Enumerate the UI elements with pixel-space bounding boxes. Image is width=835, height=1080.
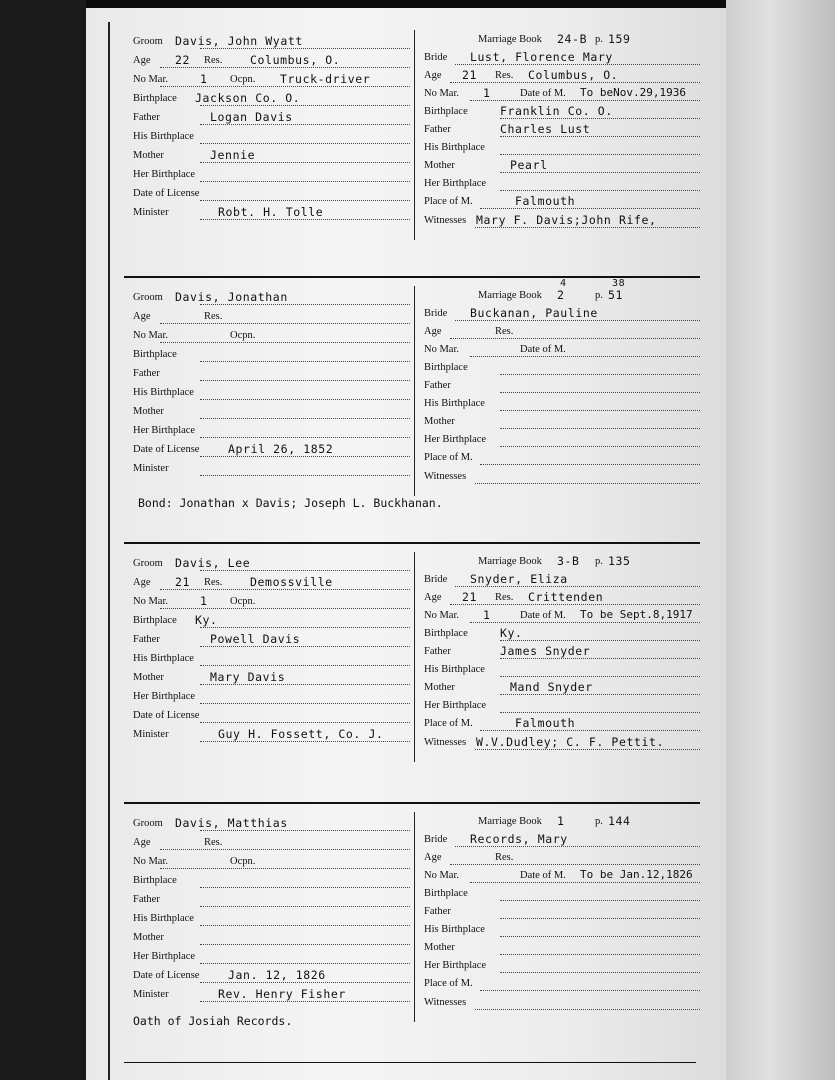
groom-no-mar-label: No Mar.	[133, 596, 168, 607]
marriage-book-value: 2	[557, 288, 565, 302]
groom-minister-label: Minister	[133, 729, 169, 740]
fill-line	[200, 437, 410, 438]
record-separator	[124, 802, 700, 804]
groom-res-value: Columbus, O.	[250, 53, 341, 67]
bride-her-birthplace-label: Her Birthplace	[424, 434, 487, 446]
bride-bride-value: Snyder, Eliza	[470, 572, 568, 587]
bride-mother-label: Mother	[424, 942, 455, 954]
date-of-m-value: To beNov.29,1936	[580, 86, 686, 100]
groom-father-value: Powell Davis	[210, 632, 301, 646]
groom-mother-label: Mother	[133, 932, 164, 943]
groom-age-value: 21	[175, 575, 191, 589]
groom-father-label: Father	[133, 368, 160, 379]
groom-father-value: Logan Davis	[210, 110, 293, 124]
groom-her-birthplace-label: Her Birthplace	[133, 951, 196, 962]
bride-no-mar-label: No Mar.	[424, 88, 459, 100]
page-value: 144	[608, 814, 631, 828]
fill-line	[500, 936, 700, 937]
date-of-m-label: Date of M.	[520, 344, 566, 356]
scan-right-margin	[726, 0, 835, 1080]
marriage-book-value: 24-B	[557, 32, 588, 46]
fill-line	[450, 82, 700, 83]
fill-line	[475, 227, 700, 228]
groom-no-mar-label: No Mar.	[133, 74, 168, 85]
fill-line	[200, 703, 410, 704]
fill-line	[160, 608, 410, 609]
groom-age-label: Age	[133, 311, 151, 322]
left-margin-line	[108, 22, 110, 1080]
fill-line	[200, 475, 410, 476]
groom-age-label: Age	[133, 837, 151, 848]
fill-line	[200, 1001, 410, 1002]
groom-his-birthplace-label: His Birthplace	[133, 913, 194, 924]
bride-no-mar-label: No Mar.	[424, 344, 459, 356]
bride-bride-value: Records, Mary	[470, 832, 568, 847]
fill-line	[500, 428, 700, 429]
groom-ocpn-label: Ocpn.	[230, 74, 256, 85]
bride-no-mar-label: No Mar.	[424, 610, 459, 622]
groom-groom-value: Davis, Lee	[175, 556, 251, 570]
fill-line	[200, 418, 410, 419]
fill-line	[200, 181, 410, 182]
fill-line	[200, 219, 410, 220]
page-label: p.	[595, 34, 603, 45]
bottom-rule	[124, 1062, 696, 1063]
groom-date-of-license-label: Date of License	[133, 188, 200, 199]
fill-line	[500, 446, 700, 447]
bride-bride-age-value: 21	[462, 68, 478, 83]
fill-line	[160, 342, 410, 343]
fill-line	[200, 124, 410, 125]
bride-birthplace-label: Birthplace	[424, 106, 468, 118]
groom-mother-value: Jennie	[210, 148, 256, 162]
fill-line	[200, 646, 410, 647]
bride-bride-value: Lust, Florence Mary	[470, 50, 613, 65]
groom-groom-label: Groom	[133, 292, 163, 303]
fill-line	[480, 990, 700, 991]
bride-res-value: Columbus, O.	[528, 68, 619, 83]
fill-line	[200, 143, 410, 144]
fill-line	[455, 320, 700, 321]
fill-line	[475, 749, 700, 750]
fill-line	[200, 665, 410, 666]
fill-line	[500, 900, 700, 901]
fill-line	[480, 464, 700, 465]
bride-father-label: Father	[424, 124, 451, 136]
groom-no-mar-label: No Mar.	[133, 856, 168, 867]
groom-father-label: Father	[133, 894, 160, 905]
marriage-book-value: 1	[557, 814, 565, 828]
fill-line	[200, 741, 410, 742]
fill-line	[200, 48, 410, 49]
bride-bride-label: Bride	[424, 308, 448, 320]
groom-ocpn-value: Truck-driver	[280, 72, 371, 86]
bride-res-label: Res.	[495, 852, 514, 864]
fill-line	[500, 712, 700, 713]
marriage-book-superscript: 4	[560, 278, 567, 289]
groom-minister-label: Minister	[133, 463, 169, 474]
fill-line	[500, 172, 700, 173]
bride-witnesses-label: Witnesses	[424, 996, 467, 1008]
bride-bride-birthplace-value: Franklin Co. O.	[500, 104, 613, 119]
bride-father-label: Father	[424, 380, 451, 392]
bride-father-label: Father	[424, 646, 451, 658]
groom-ocpn-label: Ocpn.	[230, 596, 256, 607]
bride-bride-mother-value: Pearl	[510, 158, 548, 173]
fill-line	[480, 730, 700, 731]
groom-birthplace-value: Jackson Co. O.	[195, 91, 301, 105]
bride-birthplace-label: Birthplace	[424, 628, 468, 640]
bride-place-of-m-value: Falmouth	[515, 194, 576, 209]
bride-age-label: Age	[424, 592, 442, 604]
fill-line	[200, 830, 410, 831]
groom-minister-label: Minister	[133, 989, 169, 1000]
bride-his-birthplace-label: His Birthplace	[424, 142, 485, 154]
groom-her-birthplace-label: Her Birthplace	[133, 425, 196, 436]
fill-line	[455, 846, 700, 847]
groom-groom-value: Davis, Matthias	[175, 816, 288, 830]
groom-his-birthplace-label: His Birthplace	[133, 131, 194, 142]
marriage-book-value: 3-B	[557, 554, 580, 568]
date-of-m-label: Date of M.	[520, 870, 566, 882]
bride-res-value: Crittenden	[528, 590, 604, 605]
marriage-book-label: Marriage Book	[478, 556, 542, 567]
groom-birthplace-label: Birthplace	[133, 93, 177, 104]
bride-bride-label: Bride	[424, 574, 448, 586]
fill-line	[470, 882, 700, 883]
groom-groom-label: Groom	[133, 818, 163, 829]
fill-line	[160, 849, 410, 850]
fill-line	[470, 100, 700, 101]
bride-res-label: Res.	[495, 592, 514, 604]
bride-her-birthplace-label: Her Birthplace	[424, 178, 487, 190]
groom-her-birthplace-label: Her Birthplace	[133, 169, 196, 180]
fill-line	[160, 86, 410, 87]
fill-line	[450, 604, 700, 605]
page-label: p.	[595, 290, 603, 301]
date-of-m-value: To be Jan.12,1826	[580, 868, 693, 882]
fill-line	[500, 136, 700, 137]
groom-no-mar-value: 1	[200, 72, 208, 86]
bride-mother-label: Mother	[424, 416, 455, 428]
date-of-m-label: Date of M.	[520, 610, 566, 622]
page-value: 135	[608, 554, 631, 568]
groom-mother-label: Mother	[133, 406, 164, 417]
fill-line	[200, 627, 410, 628]
page-superscript: 38	[612, 278, 626, 289]
fill-line	[200, 887, 410, 888]
fill-line	[455, 586, 700, 587]
groom-date-of-license-label: Date of License	[133, 444, 200, 455]
groom-no-mar-label: No Mar.	[133, 330, 168, 341]
groom-father-label: Father	[133, 112, 160, 123]
record-separator	[124, 542, 700, 544]
page-value: 159	[608, 32, 631, 46]
page-value: 51	[608, 288, 624, 302]
bride-bride-label: Bride	[424, 834, 448, 846]
groom-groom-label: Groom	[133, 558, 163, 569]
groom-mother-label: Mother	[133, 672, 164, 683]
fill-line	[160, 67, 410, 68]
bride-witnesses-label: Witnesses	[424, 736, 467, 748]
bride-bride-father-value: James Snyder	[500, 644, 591, 659]
fill-line	[200, 399, 410, 400]
record-note: Oath of Josiah Records.	[133, 1014, 293, 1028]
bride-no-mar-label: No Mar.	[424, 870, 459, 882]
bride-birthplace-label: Birthplace	[424, 362, 468, 374]
bride-mother-label: Mother	[424, 160, 455, 172]
fill-line	[500, 190, 700, 191]
groom-minister-value: Rev. Henry Fisher	[218, 987, 346, 1001]
bride-witnesses-label: Witnesses	[424, 470, 467, 482]
fill-line	[500, 694, 700, 695]
marriage-book-label: Marriage Book	[478, 816, 542, 827]
fill-line	[200, 200, 410, 201]
groom-res-label: Res.	[204, 55, 223, 66]
fill-line	[200, 380, 410, 381]
fill-line	[500, 972, 700, 973]
groom-date-of-license-value: Jan. 12, 1826	[228, 968, 326, 982]
groom-ocpn-label: Ocpn.	[230, 856, 256, 867]
bride-her-birthplace-label: Her Birthplace	[424, 700, 487, 712]
groom-res-label: Res.	[204, 577, 223, 588]
bride-mother-label: Mother	[424, 682, 455, 694]
groom-mother-value: Mary Davis	[210, 670, 286, 684]
groom-age-label: Age	[133, 577, 151, 588]
fill-line	[200, 361, 410, 362]
fill-line	[200, 456, 410, 457]
fill-line	[500, 118, 700, 119]
bride-res-label: Res.	[495, 326, 514, 338]
fill-line	[160, 323, 410, 324]
bride-bride-no-mar-value: 1	[483, 608, 491, 623]
bride-bride-father-value: Charles Lust	[500, 122, 591, 137]
groom-minister-value: Guy H. Fossett, Co. J.	[218, 727, 384, 741]
fill-line	[200, 105, 410, 106]
groom-minister-label: Minister	[133, 207, 169, 218]
date-of-m-label: Date of M.	[520, 88, 566, 100]
fill-line	[500, 954, 700, 955]
fill-line	[450, 864, 700, 865]
groom-groom-label: Groom	[133, 36, 163, 47]
bride-father-label: Father	[424, 906, 451, 918]
groom-mother-label: Mother	[133, 150, 164, 161]
bride-place-of-m-value: Falmouth	[515, 716, 576, 731]
fill-line	[500, 374, 700, 375]
groom-date-of-license-label: Date of License	[133, 710, 200, 721]
fill-line	[200, 925, 410, 926]
groom-ocpn-label: Ocpn.	[230, 330, 256, 341]
record-note: Bond: Jonathan x Davis; Joseph L. Buckhanan.	[138, 496, 443, 510]
bride-place-of-m-label: Place of M.	[424, 978, 473, 990]
fill-line	[200, 944, 410, 945]
groom-res-label: Res.	[204, 837, 223, 848]
groom-res-value: Demossville	[250, 575, 333, 589]
fill-line	[200, 722, 410, 723]
fill-line	[500, 392, 700, 393]
bride-birthplace-label: Birthplace	[424, 888, 468, 900]
bride-res-label: Res.	[495, 70, 514, 82]
fill-line	[200, 906, 410, 907]
groom-her-birthplace-label: Her Birthplace	[133, 691, 196, 702]
groom-his-birthplace-label: His Birthplace	[133, 653, 194, 664]
groom-groom-value: Davis, Jonathan	[175, 290, 288, 304]
bride-age-label: Age	[424, 326, 442, 338]
groom-minister-value: Robt. H. Tolle	[218, 205, 324, 219]
bride-witnesses-label: Witnesses	[424, 214, 467, 226]
groom-birthplace-label: Birthplace	[133, 875, 177, 886]
groom-birthplace-value: Ky.	[195, 613, 218, 627]
column-divider	[414, 30, 415, 240]
bride-bride-no-mar-value: 1	[483, 86, 491, 101]
page-label: p.	[595, 556, 603, 567]
page-label: p.	[595, 816, 603, 827]
bride-his-birthplace-label: His Birthplace	[424, 664, 485, 676]
groom-birthplace-label: Birthplace	[133, 349, 177, 360]
fill-line	[500, 658, 700, 659]
column-divider	[414, 552, 415, 762]
groom-date-of-license-label: Date of License	[133, 970, 200, 981]
fill-line	[160, 589, 410, 590]
bride-place-of-m-label: Place of M.	[424, 718, 473, 730]
groom-father-label: Father	[133, 634, 160, 645]
fill-line	[200, 684, 410, 685]
bride-his-birthplace-label: His Birthplace	[424, 398, 485, 410]
bride-bride-age-value: 21	[462, 590, 478, 605]
fill-line	[500, 676, 700, 677]
groom-his-birthplace-label: His Birthplace	[133, 387, 194, 398]
fill-line	[455, 64, 700, 65]
marriage-book-label: Marriage Book	[478, 290, 542, 301]
date-of-m-value: To be Sept.8,1917	[580, 608, 693, 622]
fill-line	[470, 622, 700, 623]
groom-age-label: Age	[133, 55, 151, 66]
fill-line	[480, 208, 700, 209]
fill-line	[500, 918, 700, 919]
column-divider	[414, 812, 415, 1022]
bride-witnesses-value: W.V.Dudley; C. F. Pettit.	[476, 734, 665, 749]
fill-line	[475, 1009, 700, 1010]
fill-line	[500, 410, 700, 411]
bride-place-of-m-label: Place of M.	[424, 452, 473, 464]
fill-line	[500, 640, 700, 641]
groom-date-of-license-value: April 26, 1852	[228, 442, 334, 456]
groom-no-mar-value: 1	[200, 594, 208, 608]
groom-groom-value: Davis, John Wyatt	[175, 34, 303, 48]
bride-bride-birthplace-value: Ky.	[500, 626, 523, 641]
marriage-book-label: Marriage Book	[478, 34, 542, 45]
column-divider	[414, 286, 415, 496]
bride-bride-value: Buckanan, Pauline	[470, 306, 598, 321]
bride-his-birthplace-label: His Birthplace	[424, 924, 485, 936]
fill-line	[200, 963, 410, 964]
fill-line	[160, 868, 410, 869]
fill-line	[200, 982, 410, 983]
bride-age-label: Age	[424, 70, 442, 82]
bride-age-label: Age	[424, 852, 442, 864]
fill-line	[470, 356, 700, 357]
fill-line	[500, 154, 700, 155]
bride-her-birthplace-label: Her Birthplace	[424, 960, 487, 972]
groom-res-label: Res.	[204, 311, 223, 322]
fill-line	[475, 483, 700, 484]
bride-place-of-m-label: Place of M.	[424, 196, 473, 208]
bride-bride-mother-value: Mand Snyder	[510, 680, 593, 695]
fill-line	[200, 304, 410, 305]
fill-line	[200, 570, 410, 571]
bride-bride-label: Bride	[424, 52, 448, 64]
groom-age-value: 22	[175, 53, 191, 67]
bride-witnesses-value: Mary F. Davis;John Rife,	[476, 212, 657, 227]
fill-line	[200, 162, 410, 163]
fill-line	[450, 338, 700, 339]
groom-birthplace-label: Birthplace	[133, 615, 177, 626]
